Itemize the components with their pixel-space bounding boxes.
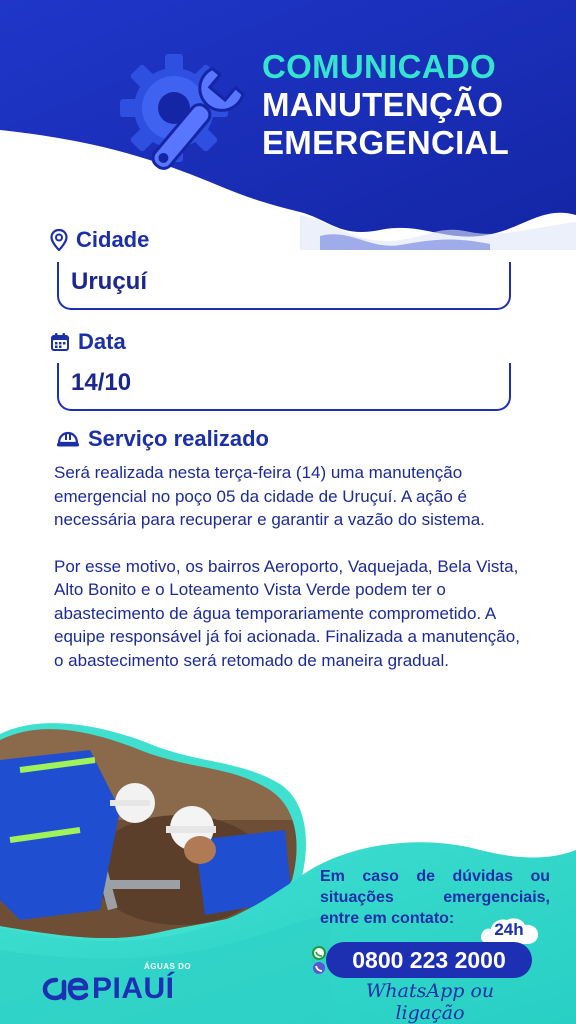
- contact-word: situações: [320, 889, 394, 906]
- contact-word: caso: [362, 868, 399, 885]
- date-label: [50, 329, 126, 355]
- location-pin-icon: [50, 229, 68, 251]
- contact-word: ou: [530, 868, 550, 885]
- whatsapp-phone-icon: [311, 946, 327, 976]
- contact-line-3: entre em contato:: [320, 910, 455, 927]
- calendar-icon: [50, 332, 70, 352]
- city-field: [57, 262, 511, 310]
- aguas-do-piaui-logo: [42, 962, 192, 1008]
- date-label-text: Data: [78, 329, 126, 354]
- hard-hat-icon: [56, 430, 80, 448]
- contact-word: de: [416, 868, 436, 885]
- logo-small-text: ÁGUAS DO: [144, 962, 192, 971]
- title-line-comunicado: COMUNICADO: [262, 48, 496, 85]
- date-field: [57, 363, 511, 411]
- service-label: [56, 426, 269, 452]
- logo-piaui-text: PIAUÍ: [92, 972, 175, 1005]
- title-line-manutencao: MANUTENÇÃO: [262, 86, 504, 123]
- service-paragraph-1: Será realizada nesta terça-feira (14) uma manutenção emergencial no poço 05 da cidade de Uruçuí. A ação é necessária para recuperar e garantir a vazão do sistema.: [54, 463, 485, 529]
- service-paragraph-2: Por esse motivo, os bairros Aeroporto, Vaquejada, Bela Vista, Alto Bonito e o Loteamento Vista Verde podem ter o abastecimento de água temporariamente comprometido. A equipe responsável já foi acionada. Finalizada a manutenção, o abastecimento será retomado de maneira gradual.: [54, 556, 520, 670]
- contact-word: Em: [320, 868, 345, 885]
- badge-24h-text: 24h: [494, 920, 524, 939]
- gear-wrench-icon: [112, 46, 262, 186]
- service-label-text: Serviço realizado: [88, 426, 269, 451]
- city-value: Uruçuí: [71, 268, 148, 295]
- contact-channels: WhatsApp ou ligação: [365, 980, 495, 1024]
- date-value: 14/10: [71, 369, 132, 396]
- title-line-emergencial: EMERGENCIAL: [262, 124, 510, 161]
- service-description: [54, 461, 524, 672]
- phone-number[interactable]: 0800 223 2000: [326, 942, 532, 978]
- city-label: [50, 227, 149, 253]
- city-label-text: Cidade: [76, 227, 150, 252]
- contact-word: dúvidas: [452, 868, 513, 885]
- contact-word: emergenciais,: [443, 889, 550, 906]
- ae-logo-mark-icon: [42, 974, 90, 1002]
- page-title: [262, 48, 562, 162]
